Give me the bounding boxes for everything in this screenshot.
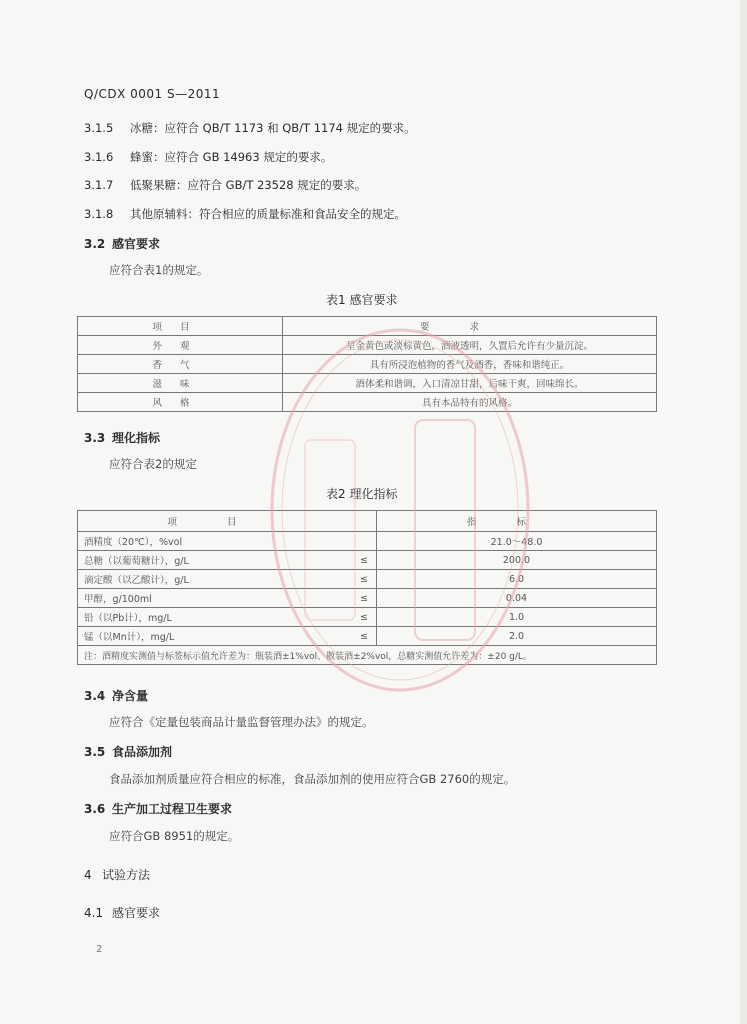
section-title: 感官要求 <box>112 906 161 920</box>
table-header-index: 指标 <box>377 511 657 532</box>
section-3-2-text: 应符合表1的规定。 <box>109 263 209 277</box>
section-4-heading <box>84 866 150 883</box>
clause-number: 3.1.6 <box>84 150 114 164</box>
clause-text: 低聚果糖：应符合 GB/T 23528 规定的要求。 <box>130 178 367 192</box>
section-number: 3.4 <box>84 689 106 703</box>
section-number: 3.2 <box>84 237 106 251</box>
table-header-row <box>78 511 657 532</box>
section-4-1-heading <box>84 904 160 921</box>
section-3-3-heading <box>84 429 160 446</box>
section-title: 试验方法 <box>102 868 151 882</box>
clause-text: 蜂蜜：应符合 GB 14963 规定的要求。 <box>130 150 333 164</box>
table-row <box>78 355 657 374</box>
table-cell-operator: ≤ <box>352 608 377 627</box>
table-row <box>78 608 657 627</box>
table-row <box>78 570 657 589</box>
table-row <box>78 532 657 551</box>
table-row <box>78 627 657 646</box>
table-note: 注：酒精度实测值与标签标示值允许差为：瓶装酒±1%vol、散装酒±2%vol，总糖实测值允许差为：±20 g/L。 <box>78 646 657 665</box>
table-cell-item: 铅（以Pb计），mg/L <box>78 608 353 627</box>
table-cell-operator: ≤ <box>352 551 377 570</box>
table-cell-value: 2.0 <box>377 627 657 646</box>
table-cell-operator: ≤ <box>352 627 377 646</box>
table-row <box>78 589 657 608</box>
table-cell-item: 锰（以Mn计），mg/L <box>78 627 353 646</box>
section-3-5-heading <box>84 743 172 760</box>
section-title: 食品添加剂 <box>112 745 173 759</box>
physicochemical-table <box>77 510 657 665</box>
clause-3-1-7 <box>84 177 366 193</box>
section-3-3-text: 应符合表2的规定 <box>109 457 197 471</box>
table-row <box>78 374 657 393</box>
clause-text: 冰糖：应符合 QB/T 1173 和 QB/T 1174 规定的要求。 <box>130 121 416 135</box>
table2-caption: 表2 理化指标 <box>326 487 398 501</box>
clause-number: 3.1.5 <box>84 121 114 135</box>
table-row <box>78 551 657 570</box>
table-cell-value: 1.0 <box>377 608 657 627</box>
table-cell-operator: ≤ <box>352 589 377 608</box>
table-cell-requirement: 酒体柔和谐调，入口清凉甘甜，后味干爽，回味绵长。 <box>283 374 657 393</box>
section-title: 净含量 <box>112 689 149 703</box>
section-title: 理化指标 <box>112 431 161 445</box>
table-cell-value: 0.04 <box>377 589 657 608</box>
clause-3-1-8 <box>84 206 406 222</box>
table-cell-item: 酒精度（20℃），%vol <box>78 532 353 551</box>
table1-caption: 表1 感官要求 <box>326 293 398 307</box>
table-cell-requirement: 具有本品特有的风格。 <box>283 393 657 412</box>
table-cell-item: 总糖（以葡萄糖计），g/L <box>78 551 353 570</box>
table-cell-requirement: 具有所浸泡植物的香气及酒香，香味和谐纯正。 <box>283 355 657 374</box>
section-number: 3.6 <box>84 802 106 816</box>
table-cell-value: 200.0 <box>377 551 657 570</box>
table-cell-requirement: 呈金黄色或淡棕黄色，酒液透明，久置后允许有少量沉淀。 <box>283 336 657 355</box>
table-cell-operator <box>352 532 377 551</box>
clause-3-1-6 <box>84 149 332 165</box>
sensory-table <box>77 316 657 412</box>
table-cell-value: 6.0 <box>377 570 657 589</box>
section-3-4-text: 应符合《定量包装商品计量监督管理办法》的规定。 <box>109 715 374 729</box>
table-header-item: 项目 <box>78 511 377 532</box>
table-cell-item: 外观 <box>78 336 283 355</box>
page-number: 2 <box>96 944 103 955</box>
table-cell-item: 滴定酸（以乙酸计），g/L <box>78 570 353 589</box>
table-header-row <box>78 317 657 336</box>
table-header-requirement: 要求 <box>283 317 657 336</box>
table-cell-item: 风格 <box>78 393 283 412</box>
table-row <box>78 393 657 412</box>
section-3-4-heading <box>84 687 148 704</box>
clause-text: 其他原辅料：符合相应的质量标准和食品安全的规定。 <box>130 207 406 221</box>
section-3-6-text: 应符合GB 8951的规定。 <box>109 829 240 843</box>
table-note-row <box>78 646 657 665</box>
section-number: 4 <box>84 868 92 882</box>
clause-number: 3.1.7 <box>84 178 114 192</box>
section-title: 生产加工过程卫生要求 <box>112 802 233 816</box>
page-edge <box>740 0 747 1024</box>
clause-3-1-5 <box>84 120 416 136</box>
section-number: 3.5 <box>84 745 106 759</box>
section-number: 3.3 <box>84 431 106 445</box>
section-3-2-heading <box>84 235 160 252</box>
table-cell-item: 滋味 <box>78 374 283 393</box>
table-cell-item: 甲醇，g/100ml <box>78 589 353 608</box>
section-number: 4.1 <box>84 906 104 920</box>
table-cell-item: 香气 <box>78 355 283 374</box>
table-row <box>78 336 657 355</box>
table-cell-operator: ≤ <box>352 570 377 589</box>
clause-number: 3.1.8 <box>84 207 114 221</box>
section-3-6-heading <box>84 800 232 817</box>
section-title: 感官要求 <box>112 237 161 251</box>
table-header-item: 项目 <box>78 317 283 336</box>
standard-code: Q/CDX 0001 S—2011 <box>84 87 221 101</box>
table-cell-value: 21.0～48.0 <box>377 532 657 551</box>
section-3-5-text: 食品添加剂质量应符合相应的标准，食品添加剂的使用应符合GB 2760的规定。 <box>109 772 516 786</box>
